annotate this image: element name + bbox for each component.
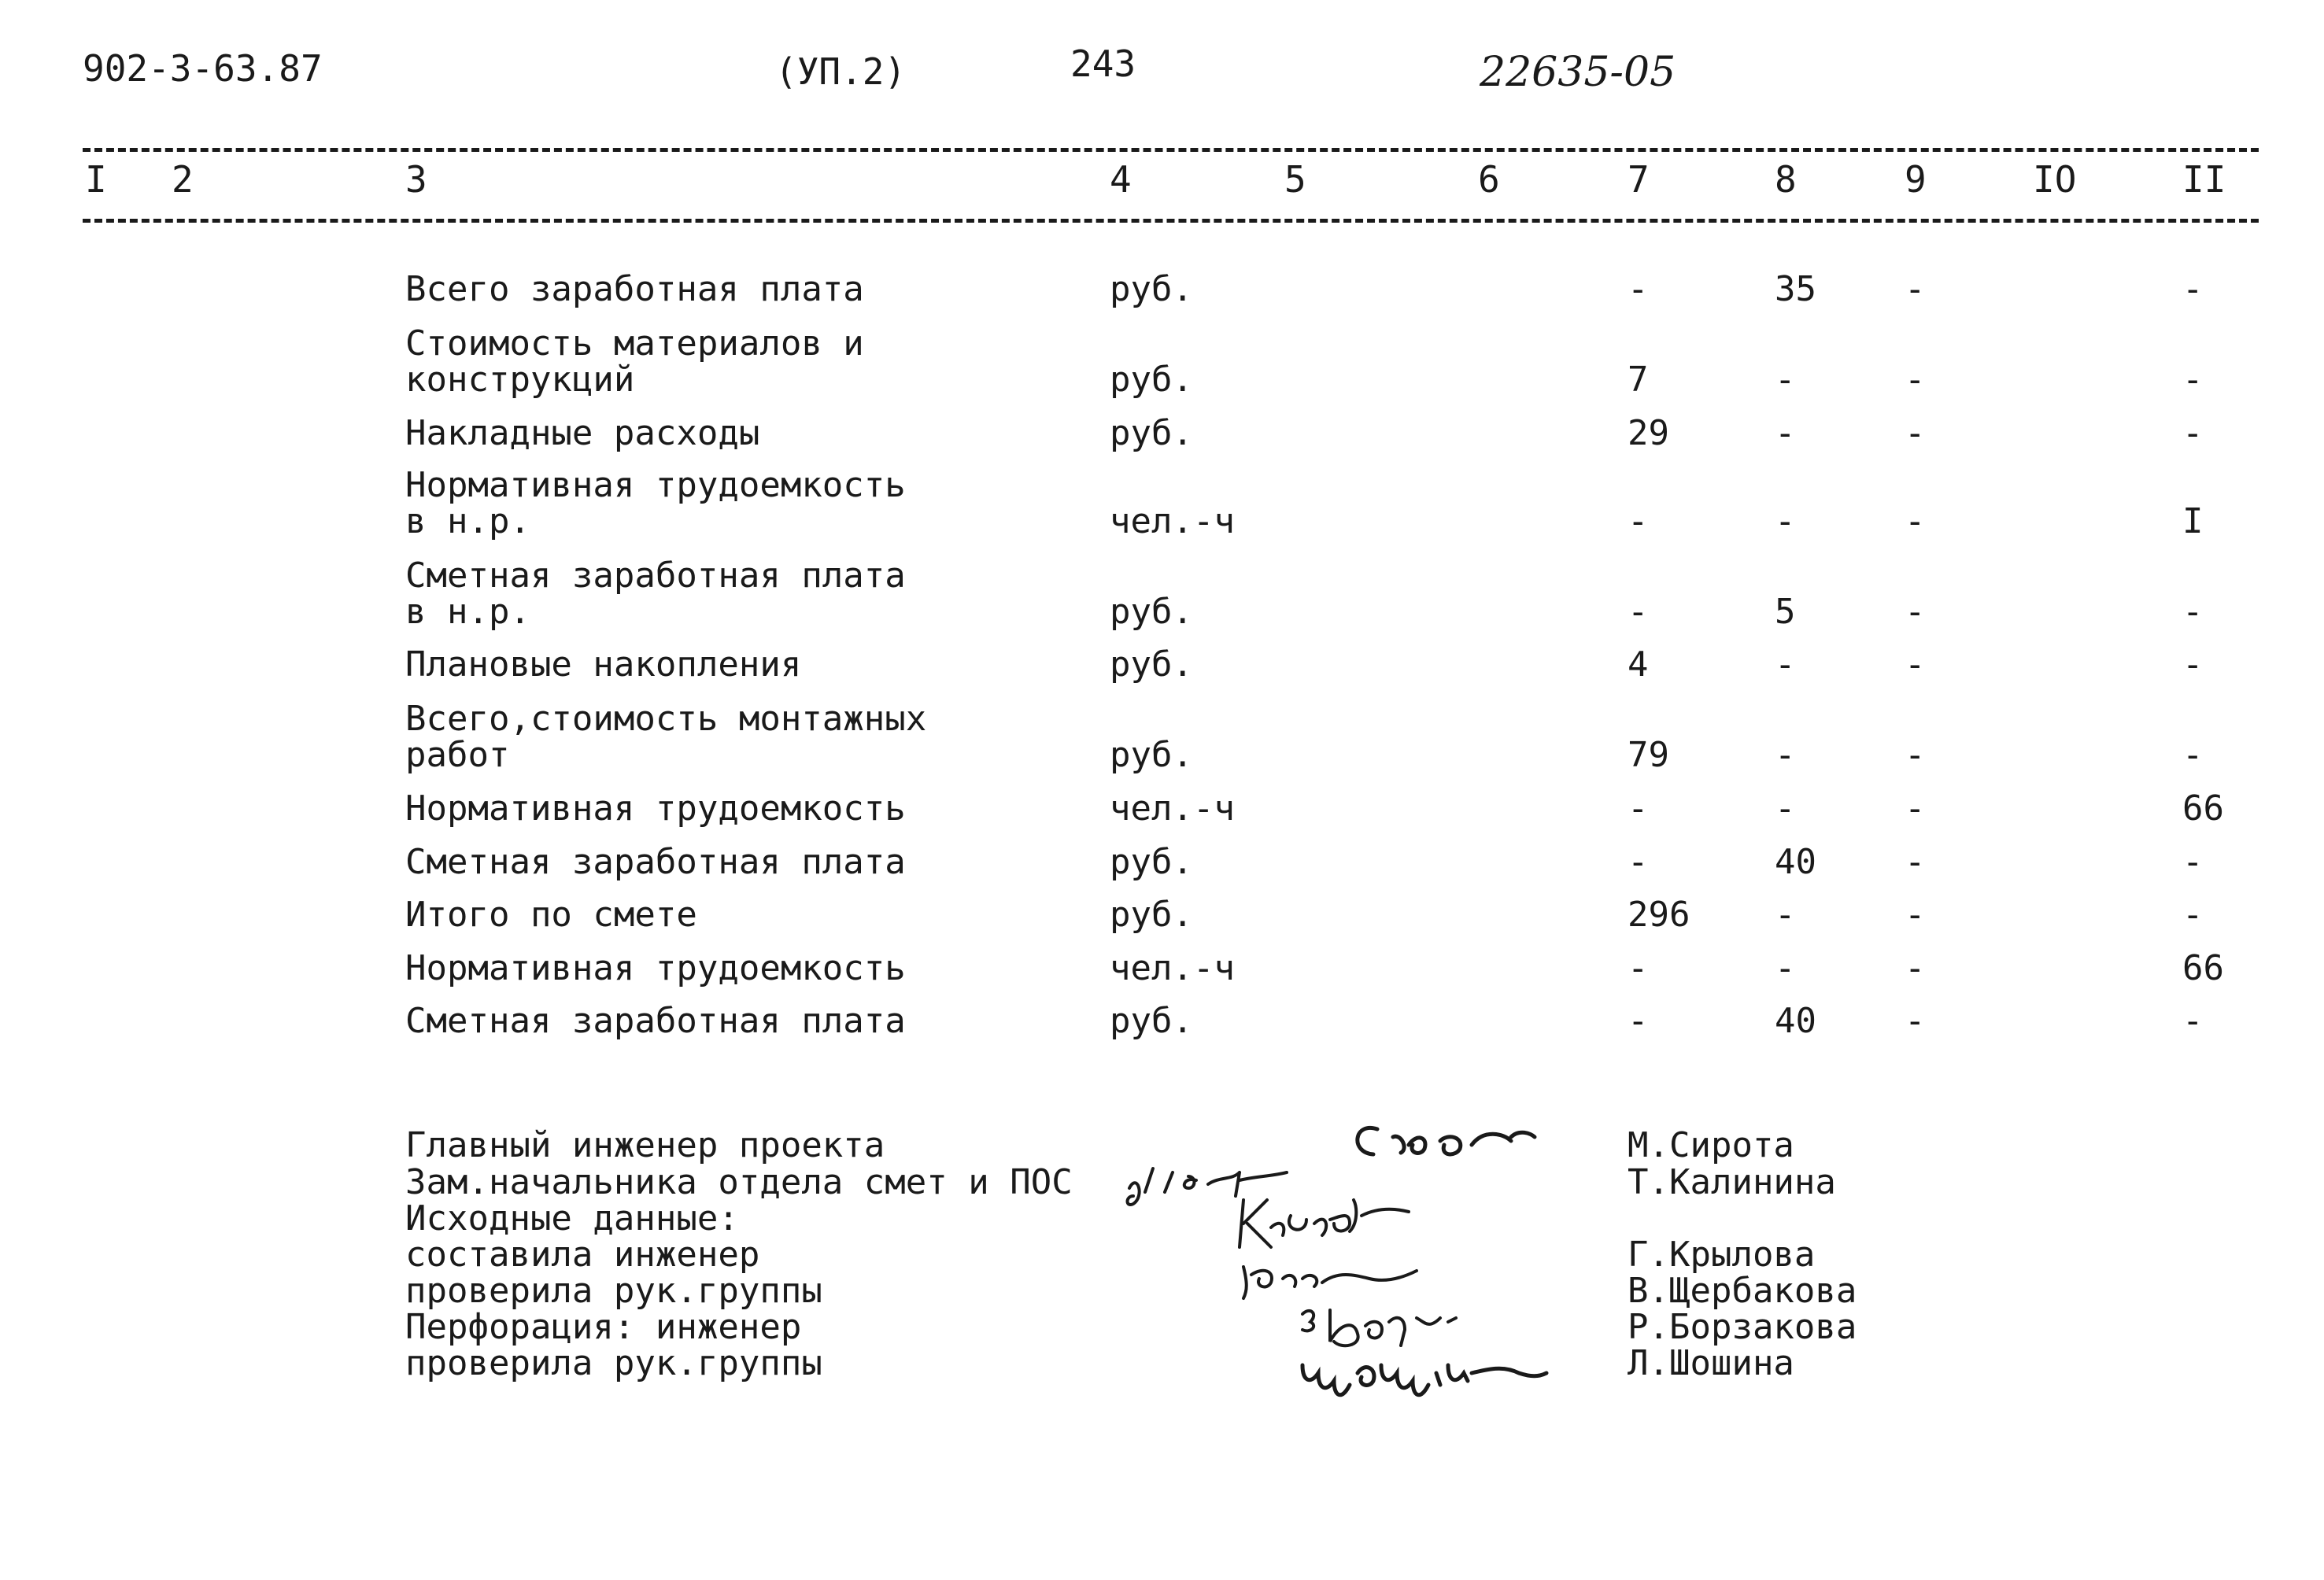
row-cell-unit: руб. — [1110, 269, 1193, 309]
signature-person: Р.Борзакова — [1628, 1307, 1857, 1347]
row-label: работ — [405, 735, 510, 775]
row-label: в н.р. — [405, 501, 530, 541]
row-label: Сметная заработная плата — [405, 1001, 906, 1041]
row-cell-unit: руб. — [1110, 413, 1193, 453]
row-cell-c11: 66 — [2182, 948, 2224, 988]
row-cell-c11: I — [2182, 501, 2204, 541]
signature-person: В.Щербакова — [1628, 1271, 1857, 1311]
row-cell-c9: - — [1905, 788, 1926, 829]
section-label: (УП.2) — [775, 50, 907, 93]
row-cell-c11: - — [2182, 413, 2204, 453]
row-cell-c8: - — [1775, 788, 1796, 829]
row-label: Всего,стоимость монтажных — [405, 699, 927, 739]
row-cell-c11: - — [2182, 644, 2204, 685]
row-label: Нормативная трудоемкость — [405, 465, 906, 505]
row-cell-c7: - — [1628, 948, 1649, 988]
row-cell-c11: - — [2182, 842, 2204, 882]
row-cell-c11: - — [2182, 360, 2204, 400]
page-number: 243 — [1070, 42, 1136, 85]
row-cell-c7: - — [1628, 592, 1649, 632]
row-cell-unit: руб. — [1110, 1001, 1193, 1041]
row-cell-c9: - — [1905, 842, 1926, 882]
row-cell-c11: 66 — [2182, 788, 2224, 829]
row-label: Сметная заработная плата — [405, 842, 906, 882]
row-label: в н.р. — [405, 592, 530, 632]
row-cell-c9: - — [1905, 413, 1926, 453]
signature-person: Л.Шошина — [1628, 1343, 1794, 1383]
row-cell-c8: - — [1775, 735, 1796, 775]
row-cell-c8: 35 — [1775, 269, 1816, 309]
column-number: 9 — [1905, 158, 1927, 201]
row-label: Нормативная трудоемкость — [405, 788, 906, 829]
row-cell-c8: - — [1775, 501, 1796, 541]
row-cell-unit: руб. — [1110, 842, 1193, 882]
row-cell-c9: - — [1905, 948, 1926, 988]
column-number: 3 — [405, 158, 427, 201]
row-cell-c7: - — [1628, 269, 1649, 309]
row-cell-c8: - — [1775, 644, 1796, 685]
row-cell-c11: - — [2182, 592, 2204, 632]
row-cell-c8: 5 — [1775, 592, 1796, 632]
row-cell-unit: чел.-ч — [1110, 788, 1235, 829]
signature-role: составила инженер — [405, 1235, 760, 1275]
row-cell-c11: - — [2182, 269, 2204, 309]
row-cell-c7: 4 — [1628, 644, 1649, 685]
stamp-number: 22635-05 — [1480, 49, 1676, 96]
row-cell-unit: руб. — [1110, 895, 1193, 935]
row-cell-c7: 296 — [1628, 895, 1690, 935]
row-cell-c8: - — [1775, 360, 1796, 400]
row-cell-unit: руб. — [1110, 735, 1193, 775]
row-cell-c7: 79 — [1628, 735, 1669, 775]
row-label: Нормативная трудоемкость — [405, 948, 906, 988]
row-cell-c9: - — [1905, 360, 1926, 400]
row-cell-c8: - — [1775, 895, 1796, 935]
row-label: конструкций — [405, 360, 635, 400]
column-number: 4 — [1110, 158, 1132, 201]
column-number: 6 — [1478, 158, 1500, 201]
row-cell-c7: - — [1628, 1001, 1649, 1041]
row-cell-unit: руб. — [1110, 360, 1193, 400]
signature-role: Главный инженер проекта — [405, 1125, 885, 1165]
row-cell-c11: - — [2182, 895, 2204, 935]
row-cell-c11: - — [2182, 1001, 2204, 1041]
row-cell-c8: - — [1775, 413, 1796, 453]
signature-role: проверила рук.группы — [405, 1343, 822, 1383]
row-cell-c11: - — [2182, 735, 2204, 775]
table-header-rule — [83, 219, 2259, 223]
column-number: IO — [2033, 158, 2077, 201]
row-cell-c7: - — [1628, 842, 1649, 882]
row-cell-unit: чел.-ч — [1110, 948, 1235, 988]
row-cell-c7: 29 — [1628, 413, 1669, 453]
row-cell-c8: 40 — [1775, 842, 1816, 882]
row-cell-c9: - — [1905, 735, 1926, 775]
row-label: Итого по смете — [405, 895, 697, 935]
document-code: 902-3-63.87 — [83, 47, 323, 90]
column-number: 2 — [172, 158, 194, 201]
signature-handwriting-shoshina — [1291, 1342, 1550, 1408]
signature-handwriting-sirota — [1346, 1113, 1550, 1179]
column-number: 5 — [1284, 158, 1306, 201]
row-cell-c9: - — [1905, 895, 1926, 935]
row-label: Плановые накопления — [405, 644, 802, 685]
row-cell-unit: руб. — [1110, 592, 1193, 632]
column-number: 8 — [1775, 158, 1797, 201]
row-cell-c8: - — [1775, 948, 1796, 988]
signature-person: Т.Калинина — [1628, 1162, 1836, 1202]
row-label: Стоимость материалов и — [405, 323, 864, 364]
row-cell-c7: - — [1628, 788, 1649, 829]
row-cell-c7: 7 — [1628, 360, 1649, 400]
row-label: Накладные расходы — [405, 413, 760, 453]
row-cell-c9: - — [1905, 644, 1926, 685]
row-cell-c9: - — [1905, 501, 1926, 541]
column-number: II — [2182, 158, 2226, 201]
signature-handwriting-krylova — [1228, 1192, 1417, 1258]
row-label: Сметная заработная плата — [405, 556, 906, 596]
signature-role: проверила рук.группы — [405, 1271, 822, 1311]
column-number: 7 — [1628, 158, 1650, 201]
row-cell-c9: - — [1905, 592, 1926, 632]
table-top-rule — [83, 148, 2259, 152]
row-cell-unit: чел.-ч — [1110, 501, 1235, 541]
row-label: Всего заработная плата — [405, 269, 864, 309]
signature-role: Перфорация: инженер — [405, 1307, 802, 1347]
signature-role: Исходные данные: — [405, 1198, 739, 1239]
signature-role: Зам.начальника отдела смет и ПОС — [405, 1162, 1073, 1202]
signature-person: М.Сирота — [1628, 1125, 1794, 1165]
row-cell-c8: 40 — [1775, 1001, 1816, 1041]
row-cell-unit: руб. — [1110, 644, 1193, 685]
signature-person: Г.Крылова — [1628, 1235, 1816, 1275]
row-cell-c9: - — [1905, 269, 1926, 309]
row-cell-c7: - — [1628, 501, 1649, 541]
row-cell-c9: - — [1905, 1001, 1926, 1041]
column-number: I — [85, 158, 107, 201]
